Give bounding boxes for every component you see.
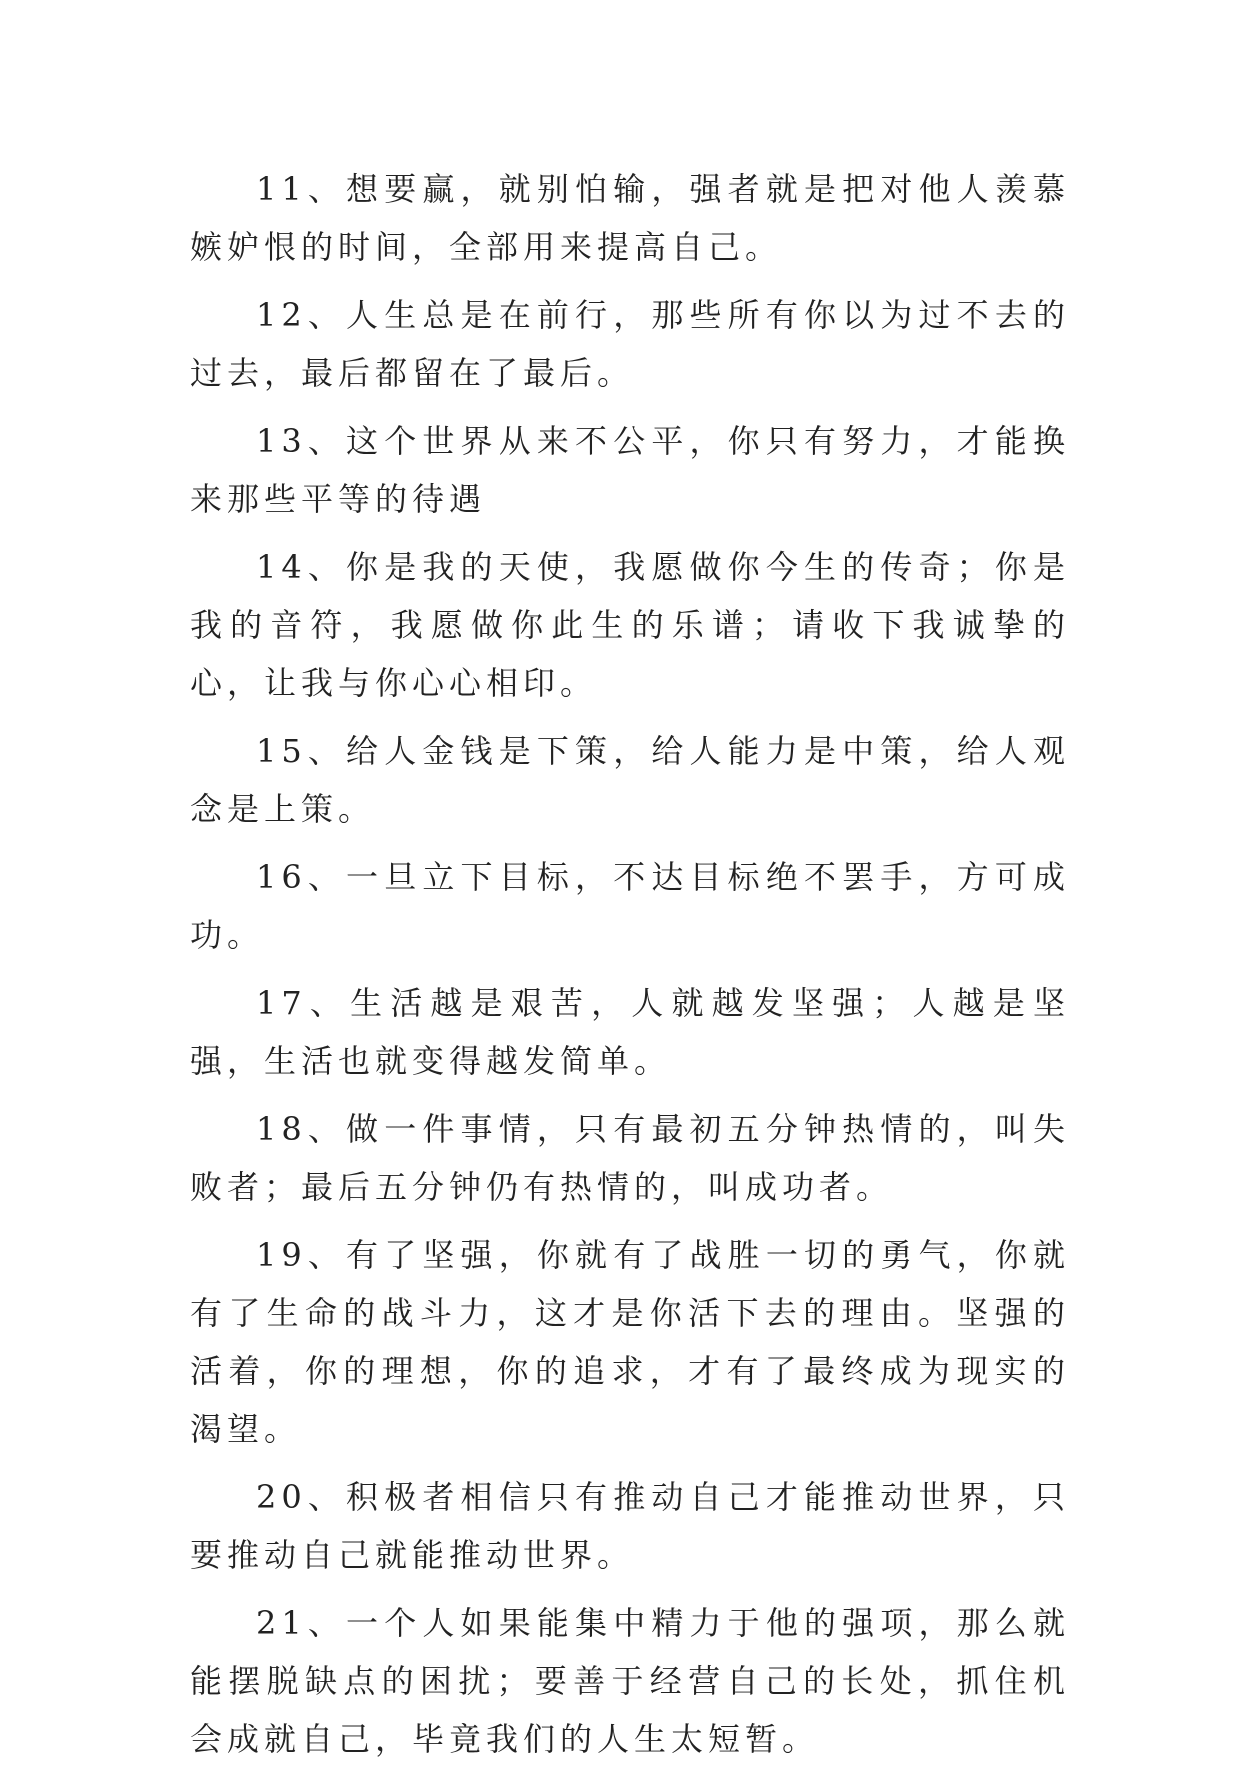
paragraph-11: 11、想要赢，就别怕输，强者就是把对他人羡慕嫉妒恨的时间，全部用来提高自己。 xyxy=(190,170,1070,266)
paragraph-18: 18、做一件事情，只有最初五分钟热情的，叫失败者；最后五分钟仍有热情的，叫成功者。 xyxy=(190,1110,1070,1206)
paragraph-16: 16、一旦立下目标，不达目标绝不罢手，方可成功。 xyxy=(190,858,1070,954)
paragraph-19: 19、有了坚强，你就有了战胜一切的勇气，你就有了生命的战斗力，这才是你活下去的理由。坚强的活着，你的理想，你的追求，才有了最终成为现实的渴望。 xyxy=(190,1236,1070,1448)
paragraph-21: 21、一个人如果能集中精力于他的强项，那么就能摆脱缺点的困扰；要善于经营自己的长处，抓住机会成就自己，毕竟我们的人生太短暂。 xyxy=(190,1604,1070,1758)
paragraph-14: 14、你是我的天使，我愿做你今生的传奇；你是我的音符，我愿做你此生的乐谱；请收下我诚挚的心，让我与你心心相印。 xyxy=(190,548,1070,702)
paragraph-17: 17、生活越是艰苦，人就越发坚强；人越是坚强，生活也就变得越发简单。 xyxy=(190,984,1070,1080)
paragraph-13: 13、这个世界从来不公平，你只有努力，才能换来那些平等的待遇 xyxy=(190,422,1070,518)
paragraph-15: 15、给人金钱是下策，给人能力是中策，给人观念是上策。 xyxy=(190,732,1070,828)
paragraph-12: 12、人生总是在前行，那些所有你以为过不去的过去，最后都留在了最后。 xyxy=(190,296,1070,392)
paragraph-20: 20、积极者相信只有推动自己才能推动世界，只要推动自己就能推动世界。 xyxy=(190,1478,1070,1574)
document-body xyxy=(190,160,1070,1778)
